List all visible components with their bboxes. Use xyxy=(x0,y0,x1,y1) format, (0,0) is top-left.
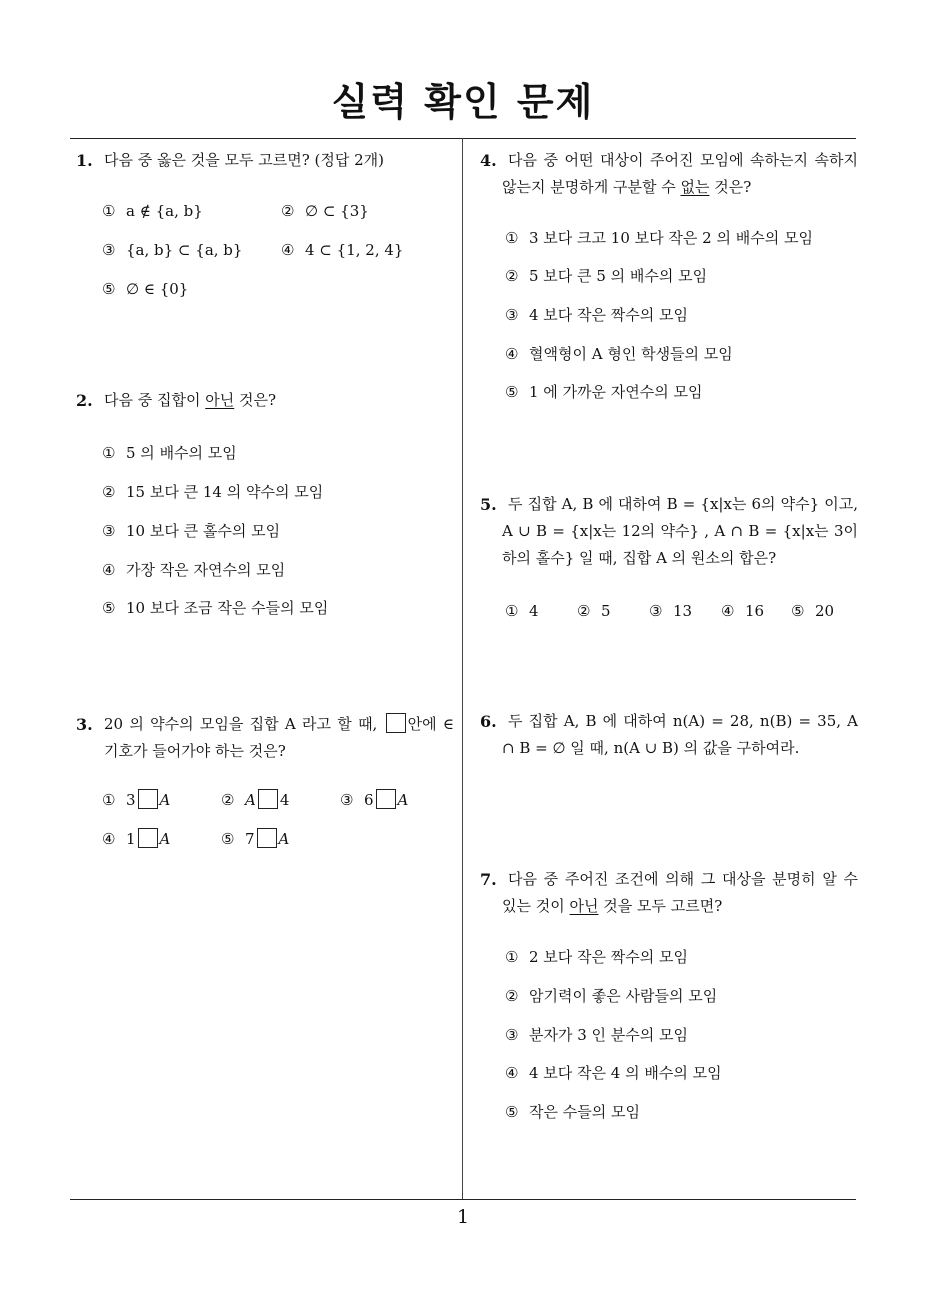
question-6 xyxy=(480,708,858,762)
option-1[interactable] xyxy=(505,947,688,967)
question-text: 다음 중 옳은 것을 모두 고르면? (정답 2개) xyxy=(104,151,385,169)
answer-box xyxy=(138,789,158,809)
option-marker: ① xyxy=(102,444,116,462)
option-marker: ⑤ xyxy=(102,599,116,617)
question-text: 20 의 약수의 모임을 집합 A 라고 할 때, 안에 ∈ 기호가 들어가야 하는 것은? xyxy=(104,715,454,760)
question-5 xyxy=(480,491,858,572)
question-1 xyxy=(76,147,454,174)
option-marker: ③ xyxy=(102,241,116,259)
underlined-word: 아닌 xyxy=(569,897,599,915)
option-marker: ⑤ xyxy=(505,1103,519,1121)
top-rule xyxy=(70,138,856,139)
option-text: 4 ⊂ {1, 2, 4} xyxy=(305,241,404,259)
option-marker: ② xyxy=(505,987,519,1005)
option-marker: ⑤ xyxy=(221,830,235,848)
option-marker: ④ xyxy=(281,241,295,259)
option-marker: ⑤ xyxy=(505,383,519,401)
option-4[interactable]: ④ 1 A xyxy=(102,830,171,848)
question-number: 4. xyxy=(480,151,497,170)
option-5[interactable] xyxy=(505,382,703,402)
option-marker: ⑤ xyxy=(102,280,116,298)
option-2[interactable] xyxy=(505,986,717,1006)
option-marker: ③ xyxy=(340,791,354,809)
option-marker: ② xyxy=(221,791,235,809)
option-marker: ⑤ xyxy=(791,602,805,620)
option-4[interactable] xyxy=(505,344,733,364)
option-3[interactable] xyxy=(649,601,692,621)
option-1[interactable] xyxy=(505,601,539,621)
option-marker: ① xyxy=(505,602,519,620)
option-4[interactable] xyxy=(102,560,285,580)
question-number: 7. xyxy=(480,870,497,889)
option-text: ∅ ⊂ {3} xyxy=(305,202,369,220)
question-number: 2. xyxy=(76,391,93,410)
option-marker: ① xyxy=(505,948,519,966)
answer-box xyxy=(138,828,158,848)
option-text: 3 보다 크고 10 보다 작은 2 의 배수의 모임 xyxy=(529,229,813,247)
option-3[interactable]: ③ 6 A xyxy=(340,791,409,809)
answer-box xyxy=(376,789,396,809)
question-text: 두 집합 A, B 에 대하여 B = {x|x는 6의 약수} 이고, A ∪ B = {x|x는 12의 약수} , A ∩ B = {x|x는 3이하의 홀수} 일 때, 집합 A 의 원소의 합은? xyxy=(502,495,858,567)
answer-box xyxy=(258,789,278,809)
question-number: 5. xyxy=(480,495,497,514)
option-text: 15 보다 큰 14 의 약수의 모임 xyxy=(126,483,324,501)
option-text: 10 보다 조금 작은 수들의 모임 xyxy=(126,599,329,617)
question-text: 다음 중 어떤 대상이 주어진 모임에 속하는지 속하지 않는지 분명하게 구분할 수 없는 것은? xyxy=(502,151,858,196)
option-text: 1 에 가까운 자연수의 모임 xyxy=(529,383,703,401)
question-7 xyxy=(480,866,858,920)
option-text: 4 보다 작은 4 의 배수의 모임 xyxy=(529,1064,722,1082)
option-marker: ① xyxy=(102,791,116,809)
underlined-word: 아닌 xyxy=(205,391,235,409)
bottom-rule xyxy=(70,1199,856,1200)
option-marker: ③ xyxy=(505,306,519,324)
option-text: 4 xyxy=(529,602,539,620)
option-marker: ② xyxy=(505,267,519,285)
option-marker: ③ xyxy=(505,1026,519,1044)
question-text: 다음 중 집합이 아닌 것은? xyxy=(104,391,277,409)
column-divider xyxy=(462,138,463,1200)
option-2[interactable]: ② A 4 xyxy=(221,791,290,809)
option-marker: ④ xyxy=(102,830,116,848)
option-3[interactable] xyxy=(505,1025,688,1045)
option-text: ∅ ∈ {0} xyxy=(126,280,189,298)
option-marker: ④ xyxy=(505,345,519,363)
option-marker: ③ xyxy=(102,522,116,540)
option-text: 가장 작은 자연수의 모임 xyxy=(126,561,286,579)
option-text: 13 xyxy=(673,602,693,620)
option-5[interactable] xyxy=(102,598,328,618)
page-title: 실력 확인 문제 xyxy=(331,80,595,124)
question-number: 3. xyxy=(76,715,93,734)
answer-box xyxy=(386,713,406,733)
option-3[interactable] xyxy=(102,521,280,541)
option-5[interactable] xyxy=(102,279,188,299)
question-text: 두 집합 A, B 에 대하여 n(A) = 28, n(B) = 35, A ∩ B = ∅ 일 때, n(A ∪ B) 의 값을 구하여라. xyxy=(502,712,858,757)
page-number: 1 xyxy=(456,1206,470,1228)
option-text: 암기력이 좋은 사람들의 모임 xyxy=(529,987,718,1005)
option-marker: ④ xyxy=(721,602,735,620)
option-text: 10 보다 큰 홀수의 모임 xyxy=(126,522,281,540)
option-marker: ② xyxy=(577,602,591,620)
option-5[interactable] xyxy=(505,1102,640,1122)
answer-box xyxy=(257,828,277,848)
option-4[interactable] xyxy=(281,240,403,260)
option-text: 4 보다 작은 짝수의 모임 xyxy=(529,306,689,324)
option-text: 혈액형이 A 형인 학생들의 모임 xyxy=(529,345,733,363)
option-marker: ① xyxy=(505,229,519,247)
option-4[interactable] xyxy=(505,1063,722,1083)
option-marker: ① xyxy=(102,202,116,220)
option-text: 16 xyxy=(745,602,765,620)
option-text: a ∉ {a, b} xyxy=(126,202,203,220)
question-2 xyxy=(76,387,454,414)
option-text: 작은 수들의 모임 xyxy=(529,1103,640,1121)
question-number: 1. xyxy=(76,151,93,170)
question-number: 6. xyxy=(480,712,497,731)
option-1[interactable] xyxy=(102,201,203,221)
option-text: 5 보다 큰 5 의 배수의 모임 xyxy=(529,267,708,285)
option-text: {a, b} ⊂ {a, b} xyxy=(126,241,243,259)
option-2[interactable] xyxy=(102,482,323,502)
option-text: 분자가 3 인 분수의 모임 xyxy=(529,1026,689,1044)
option-marker: ② xyxy=(102,483,116,501)
option-3[interactable] xyxy=(102,240,242,260)
option-5[interactable] xyxy=(791,601,834,621)
option-text: 20 xyxy=(815,602,835,620)
question-3 xyxy=(76,711,454,765)
option-2[interactable] xyxy=(577,601,611,621)
option-1[interactable]: ① 3 A xyxy=(102,791,171,809)
option-2[interactable] xyxy=(281,201,369,221)
option-2[interactable] xyxy=(505,266,707,286)
option-4[interactable] xyxy=(721,601,764,621)
question-4 xyxy=(480,147,858,201)
option-text: 5 xyxy=(601,602,611,620)
option-text: 2 보다 작은 짝수의 모임 xyxy=(529,948,689,966)
option-3[interactable] xyxy=(505,305,688,325)
option-text: 5 의 배수의 모임 xyxy=(126,444,237,462)
option-5[interactable]: ⑤ 7 A xyxy=(221,830,290,848)
underlined-word: 없는 xyxy=(680,178,710,196)
question-text: 다음 중 주어진 조건에 의해 그 대상을 분명히 알 수 있는 것이 아닌 것을 모두 고르면? xyxy=(502,870,858,915)
option-marker: ④ xyxy=(505,1064,519,1082)
option-marker: ④ xyxy=(102,561,116,579)
option-marker: ③ xyxy=(649,602,663,620)
option-1[interactable] xyxy=(102,443,237,463)
option-1[interactable] xyxy=(505,228,813,248)
option-marker: ② xyxy=(281,202,295,220)
